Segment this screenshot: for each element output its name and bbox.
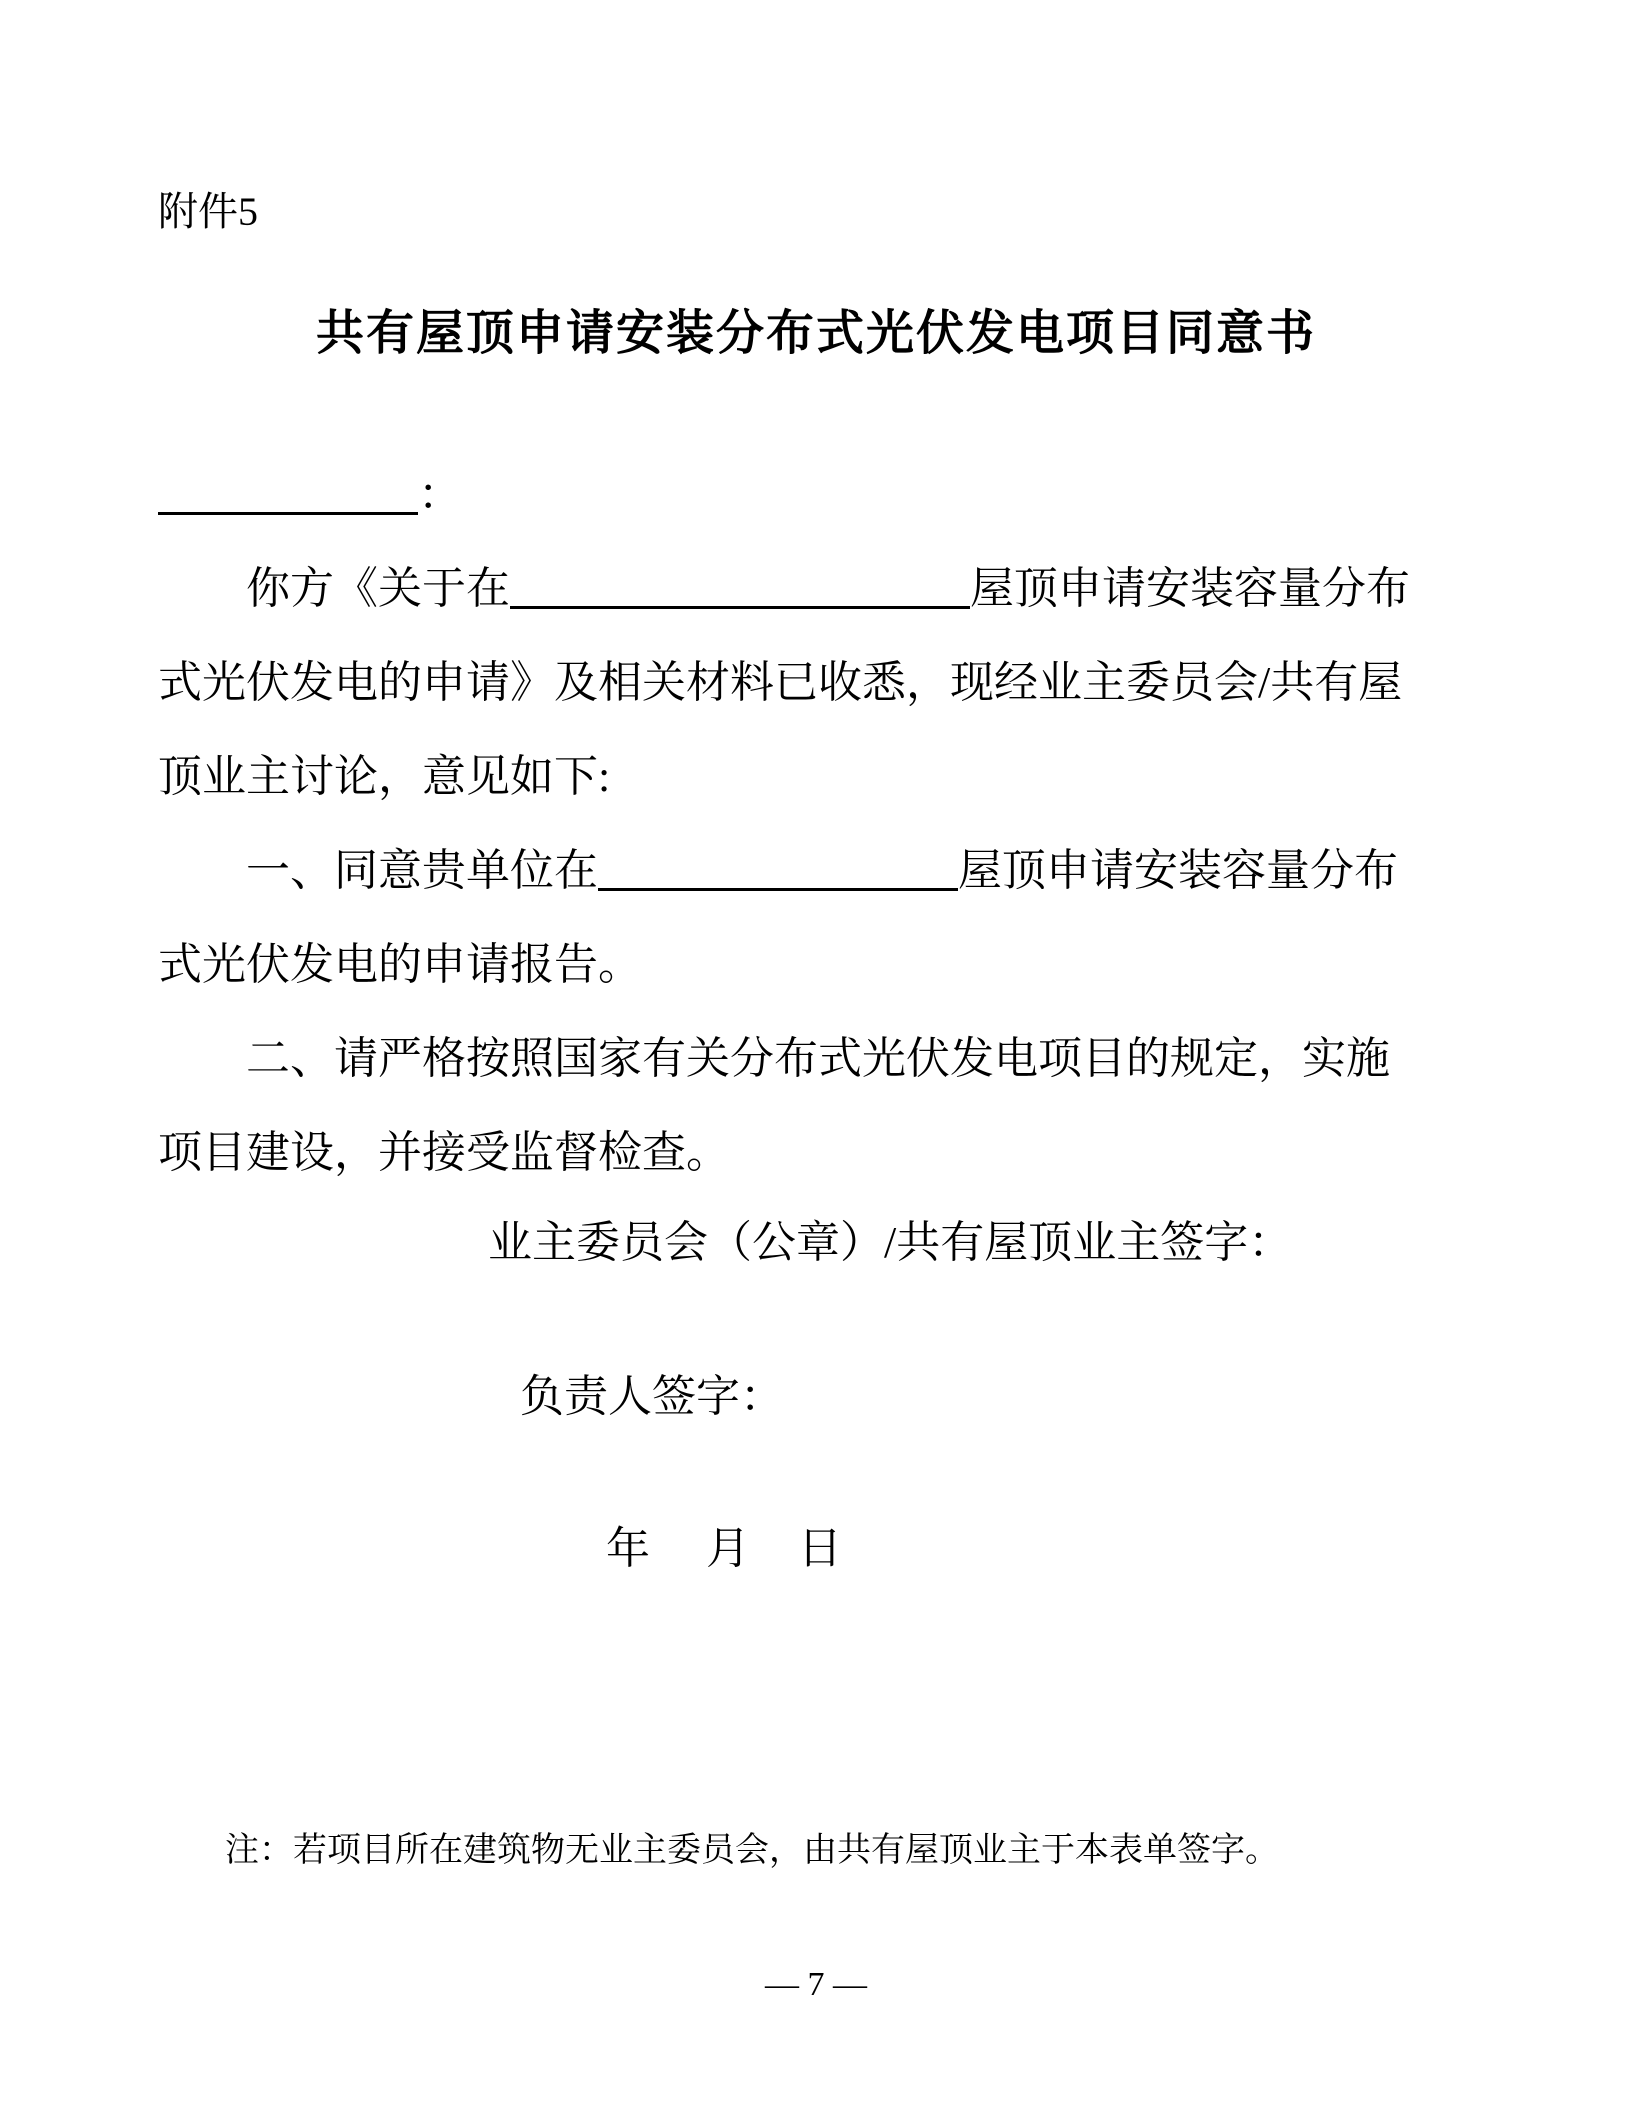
item2-line2: 项目建设，并接受监督检查。 xyxy=(158,1128,730,1177)
date-year-label: 年 xyxy=(606,1524,650,1573)
date-month-label: 月 xyxy=(706,1524,750,1573)
document-body xyxy=(158,448,1488,1200)
paragraph1-line3: 顶业主讨论，意见如下: xyxy=(158,752,611,801)
item2-line1: 二、请严格按照国家有关分布式光伏发电项目的规定，实施 xyxy=(246,1034,1390,1083)
date-line xyxy=(606,1512,842,1576)
item1-line1-post: 屋顶申请安装容量分布 xyxy=(958,846,1398,895)
location-blank-1 xyxy=(510,566,970,609)
page-number: — 7 — xyxy=(765,1966,867,2003)
paragraph1-line1-post: 屋顶申请安装容量分布 xyxy=(970,564,1410,613)
paragraph1-line1-pre: 你方《关于在 xyxy=(246,564,510,613)
item1-line1 xyxy=(158,824,1488,918)
recipient-blank xyxy=(158,472,418,515)
attachment-label: 附件5 xyxy=(158,189,258,234)
paragraph1-line2: 式光伏发电的申请》及相关材料已收悉，现经业主委员会/共有屋 xyxy=(158,658,1403,707)
committee-signature-label: 业主委员会（公章）/共有屋顶业主签字： xyxy=(488,1218,1293,1267)
responsible-signature-label: 负责人签字： xyxy=(520,1372,784,1421)
item1-line1-pre: 一、同意贵单位在 xyxy=(246,846,598,895)
date-day-label: 日 xyxy=(798,1524,842,1573)
footnote: 注：若项目所在建筑物无业主委员会，由共有屋顶业主于本表单签字。 xyxy=(225,1832,1279,1869)
location-blank-2 xyxy=(598,848,958,891)
paragraph1-line1 xyxy=(158,542,1488,636)
item1-line2: 式光伏发电的申请报告。 xyxy=(158,940,642,989)
salutation-line xyxy=(158,448,1488,542)
page-title: 共有屋顶申请安装分布式光伏发电项目同意书 xyxy=(315,307,1316,360)
salutation-colon: ： xyxy=(418,470,462,519)
